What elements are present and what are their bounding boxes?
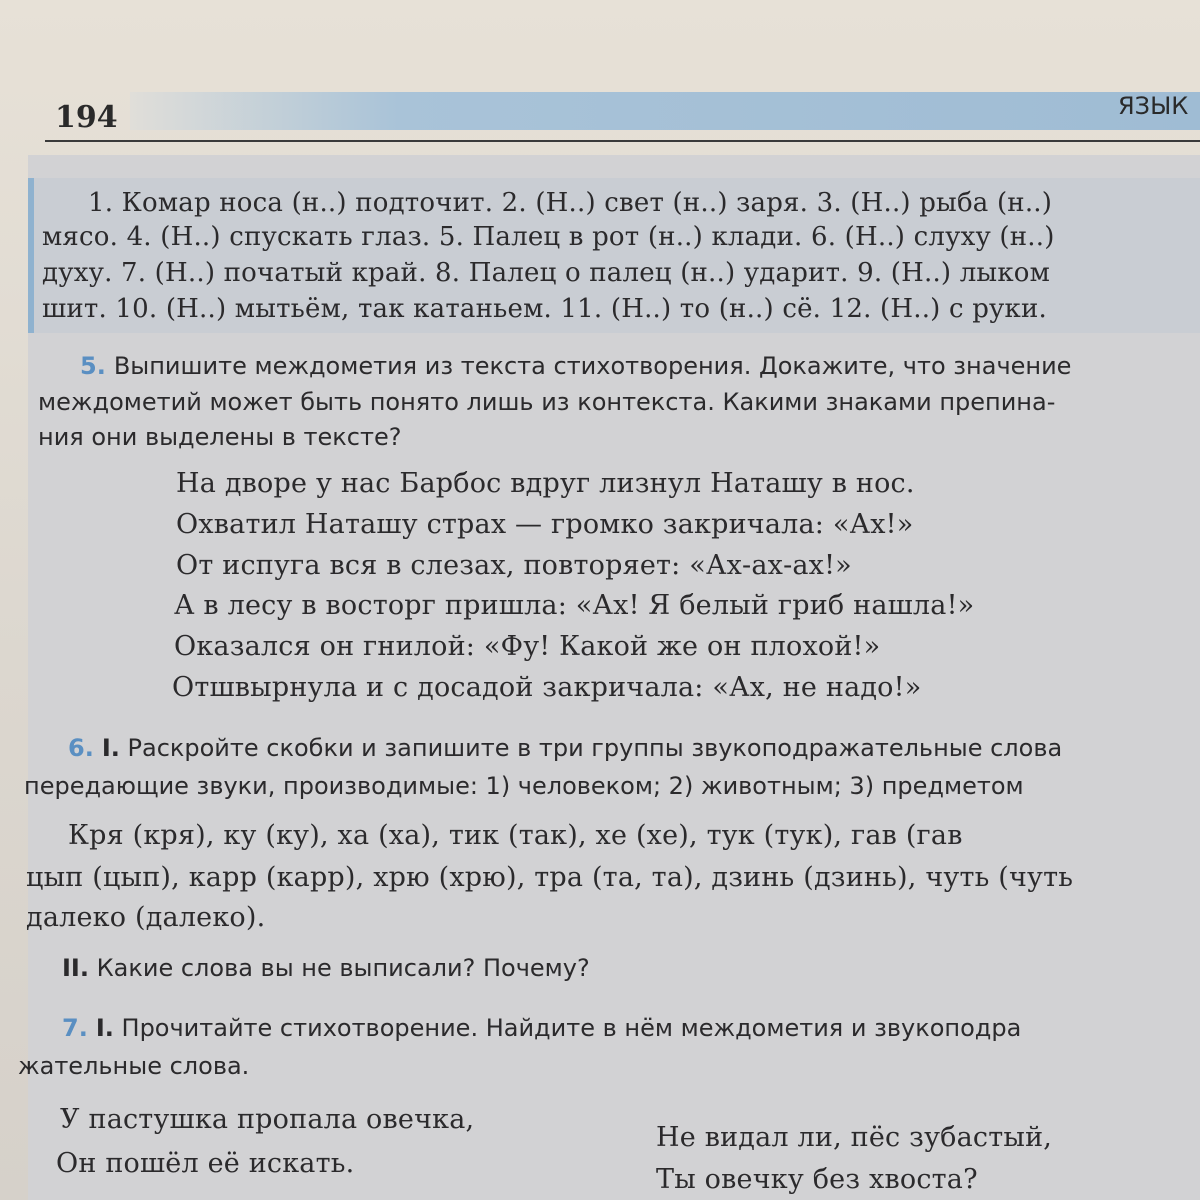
- ex5-text: Выпишите междометия из текста стихотворения. Докажите, что значение: [113, 352, 1072, 380]
- proverbs-line: 1. Комар носа (н..) подточит. 2. (Н..) свет (н..) заря. 3. (Н..) рыба (н..): [88, 188, 1053, 218]
- ex5-poem-line: Охватил Наташу страх — громко закричала: «Ах!»: [176, 509, 914, 540]
- ex7-task-line: [62, 1014, 1021, 1042]
- ex7-poem-right-line: Не видал ли, пёс зубастый,: [656, 1122, 1053, 1153]
- ex5-task-line: междометий может быть понято лишь из контекста. Какими знаками препина-: [38, 388, 1056, 416]
- ex6-task-line: [68, 734, 1062, 762]
- ex7-text: Прочитайте стихотворение. Найдите в нём междометия и звукоподра: [121, 1014, 1022, 1042]
- proverbs-side-bar: [28, 178, 34, 333]
- ex7-poem-left-line: Он пошёл её искать.: [56, 1148, 355, 1179]
- proverbs-line: мясо. 4. (Н..) спускать глаз. 5. Палец в рот (н..) клади. 6. (Н..) слуху (н..): [42, 222, 1055, 252]
- ex5-poem-line: От испуга вся в слезах, повторяет: «Ах-ах-ах!»: [176, 550, 852, 581]
- proverbs-line: шит. 10. (Н..) мытьём, так катаньем. 11. (Н..) то (н..) сё. 12. (Н..) с руки.: [42, 294, 1047, 324]
- ex7-poem-left-line: У пастушка пропала овечка,: [60, 1104, 475, 1135]
- ex7-task-line: жательные слова.: [18, 1052, 250, 1080]
- ex5-poem-line: Отшвырнула и с досадой закричала: «Ах, не надо!»: [172, 672, 922, 703]
- ex5-poem-line: А в лесу в восторг пришла: «Ах! Я белый гриб нашла!»: [174, 590, 975, 621]
- header-rule: [45, 140, 1200, 142]
- ex6-part2-label: II.: [62, 954, 89, 982]
- ex6-words-line: далеко (далеко).: [26, 902, 266, 933]
- header-band: [130, 92, 1200, 130]
- ex7-poem-right-line: Ты овечку без хвоста?: [656, 1164, 978, 1195]
- ex6-text: Раскройте скобки и запишите в три группы звукоподражательные слова: [127, 734, 1063, 762]
- ex6-task-line: передающие звуки, производимые: 1) человеком; 2) животным; 3) предметом: [24, 772, 1024, 800]
- ex5-poem-line: На дворе у нас Барбос вдруг лизнул Наташу в нос.: [176, 468, 915, 499]
- page-number: 194: [55, 100, 118, 135]
- proverbs-line: духу. 7. (Н..) початый край. 8. Палец о палец (н..) ударит. 9. (Н..) лыком: [42, 258, 1051, 288]
- ex7-number: 7.: [62, 1014, 88, 1042]
- ex5-poem-line: Оказался он гнилой: «Фу! Какой же он плохой!»: [174, 631, 881, 662]
- running-head: ЯЗЫК: [1118, 92, 1189, 120]
- ex5-task-line: [80, 352, 1071, 380]
- ex5-task-line: ния они выделены в тексте?: [38, 423, 402, 451]
- ex7-part1-label: I.: [95, 1014, 114, 1042]
- ex6-part1-label: I.: [101, 734, 120, 762]
- ex6-words-line: Кря (кря), ку (ку), ха (ха), тик (так), хе (хе), тук (тук), гав (гав: [68, 820, 963, 851]
- ex6-part2-line: [62, 954, 590, 982]
- ex5-number: 5.: [80, 352, 106, 380]
- ex6-words-line: цып (цып), карр (карр), хрю (хрю), тра (та, та), дзинь (дзинь), чуть (чуть: [26, 862, 1074, 893]
- ex6-number: 6.: [68, 734, 94, 762]
- ex6-part2-text: Какие слова вы не выписали? Почему?: [96, 954, 590, 982]
